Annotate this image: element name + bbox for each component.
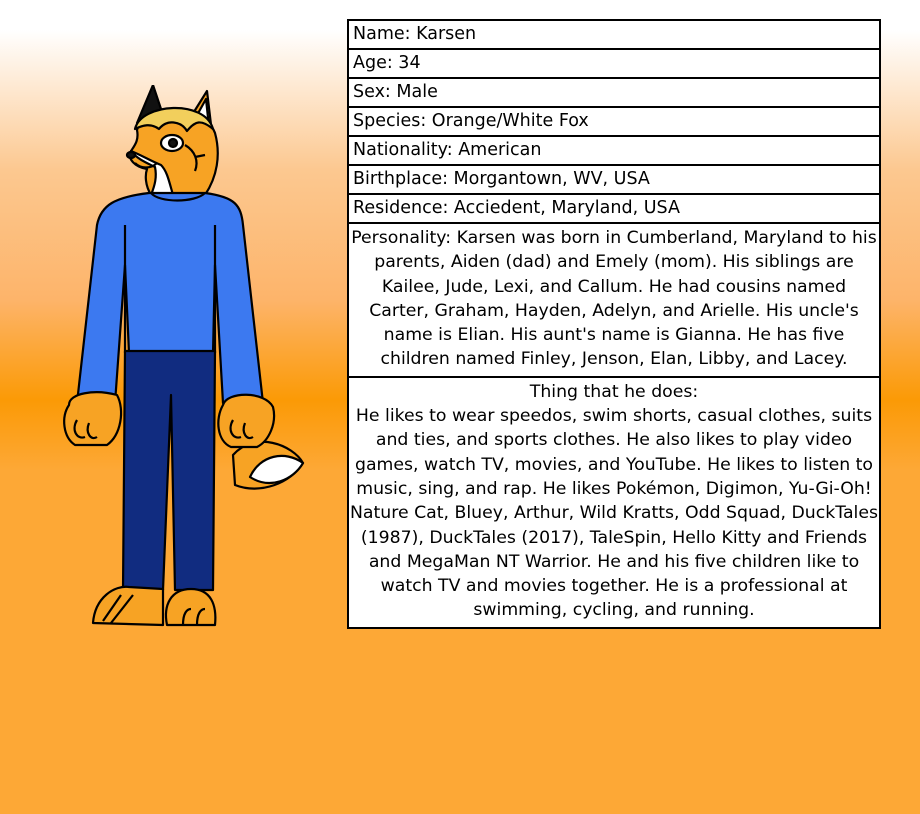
feet	[93, 587, 215, 625]
character-profile-card	[347, 19, 881, 629]
sex-row: Sex: Male	[349, 79, 879, 108]
residence-row: Residence: Acciedent, Maryland, USA	[349, 195, 879, 224]
pants	[123, 351, 215, 590]
species-row: Species: Orange/White Fox	[349, 108, 879, 137]
head	[127, 108, 218, 195]
name-row: Name: Karsen	[349, 21, 879, 50]
hobbies-section	[349, 378, 879, 627]
tail	[233, 442, 303, 489]
personality-text: Personality: Karsen was born in Cumberland, Maryland to his parents, Aiden (dad) and Emely (mom). His siblings are Kailee, Jude, Lexi, and Callum. He had cousins named Carter, Graham, Hayden, Adelyn, and Arielle. His uncle's name is Elian. His aunt's name is Gianna. He has five children named Finley, Jenson, Elan, Libby, and Lacey.	[351, 228, 877, 370]
hobbies-text: He likes to wear speedos, swim shorts, casual clothes, suits and ties, and sports clothes. He also likes to play video games, watch TV, movies, and YouTube. He likes to listen to music, sing, and rap. He likes Pokémon, Digimon, Yu-Gi-Oh! Nature Cat, Bluey, Arthur, Wild Kratts, Odd Squad, DuckTales (1987), DuckTales (2017), TaleSpin, Hello Kitty and Friends and MegaMan NT Warrior. He and his five children like to watch TV and movies together. He is a professional at swimming, cycling, and running.	[350, 406, 878, 621]
nationality-row: Nationality: American	[349, 137, 879, 166]
age-row: Age: 34	[349, 50, 879, 79]
personality-section	[349, 224, 879, 378]
fox-character-illustration	[55, 85, 310, 630]
birthplace-row: Birthplace: Morgantown, WV, USA	[349, 166, 879, 195]
hobbies-heading: Thing that he does:	[529, 381, 699, 402]
